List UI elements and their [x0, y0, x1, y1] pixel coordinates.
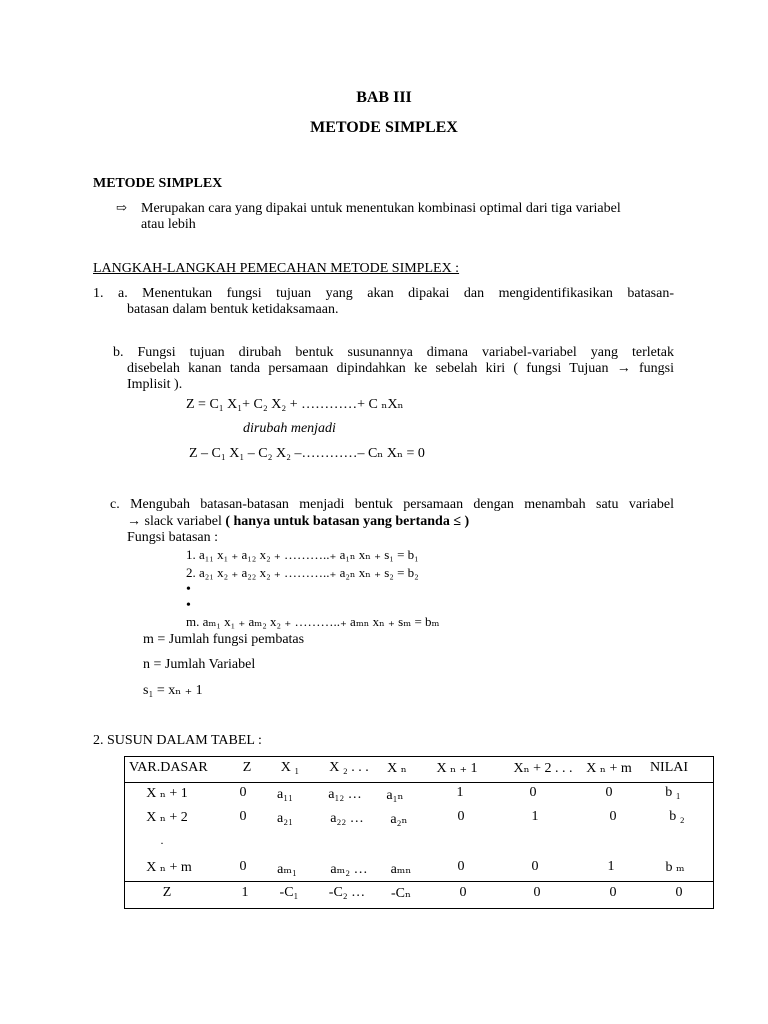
rowm-xn2: 0: [531, 859, 539, 874]
header-nilai: NILAI: [649, 760, 689, 775]
zrow-nilai: 0: [675, 885, 683, 900]
simplex-table: [124, 756, 714, 909]
page-title: METODE SIMPLEX: [310, 119, 458, 136]
row2-xn1: 0: [457, 809, 465, 824]
step-a-line2: batasan dalam bentuk ketidaksamaan.: [127, 302, 339, 317]
constraint-2: 2. a₂₁ x₂ ₊ a₂₂ x₂ ₊ ………..₊ a₂ₙ xₙ ₊ s₂ = b₂: [186, 565, 419, 580]
zrow-xn2: 0: [533, 885, 541, 900]
header-xn1: X ₙ ₊ 1: [436, 761, 478, 776]
row1-a1n: a₁ₙ: [386, 788, 404, 803]
objective-equation: Z = C₁ X₁+ C₂ X₂ + …………+ C ₙXₙ: [186, 397, 404, 412]
definition-m: m = Jumlah fungsi pembatas: [143, 632, 305, 647]
header-xnm: X ₙ + m: [586, 761, 632, 776]
step-b-line2: disebelah kanan tanda persamaan dipindahkan ke sebelah kiri ( fungsi Tujuan → fungsi: [127, 361, 674, 376]
bullet-text-line1: Merupakan cara yang dipakai untuk menentukan kombinasi optimal dari tiga variabel: [141, 201, 621, 216]
zrow-xnm: 0: [609, 885, 617, 900]
row1-xnm: 0: [605, 785, 613, 800]
definition-s: s₁ = xₙ ₊ 1: [143, 683, 203, 698]
header-xn2: Xₙ + 2 . . .: [513, 761, 573, 776]
bullet-text-line2: atau lebih: [141, 217, 196, 232]
transform-label: dirubah menjadi: [243, 421, 336, 436]
rowm-z: 0: [239, 859, 247, 874]
chapter-label: BAB III: [356, 89, 412, 106]
rowm-xnm: 1: [607, 859, 615, 874]
row2-a22: a₂₂ …: [330, 811, 364, 826]
bullet-dot-1: •: [186, 582, 191, 597]
row-ellipsis-dot: .: [160, 833, 164, 847]
slack-condition-text: ( hanya untuk batasan yang bertanda ≤ ): [225, 514, 470, 529]
zrow-c1: -C₁: [279, 885, 299, 900]
row2-a21: a₂₁: [277, 811, 293, 826]
rowm-xn1: 0: [457, 859, 465, 874]
zrow-xn1: 0: [459, 885, 467, 900]
step-c-line1: c. Mengubah batasan-batasan menjadi bentuk persamaan dengan menambah satu variabel: [110, 497, 674, 512]
rowm-nilai: b ₘ: [665, 860, 685, 875]
header-x2: X ₂ . . .: [329, 760, 369, 775]
row2-var: X ₙ + 2: [146, 810, 188, 825]
row1-xn2: 0: [529, 785, 537, 800]
zrow-cn: -Cₙ: [390, 886, 412, 901]
fungsi-batasan-label: Fungsi batasan :: [127, 530, 218, 545]
section-heading-metode: METODE SIMPLEX: [93, 176, 223, 191]
row1-z: 0: [239, 785, 247, 800]
implicit-equation: Z – C₁ X₁ – C₂ X₂ –…………– Cₙ Xₙ = 0: [189, 446, 425, 461]
rowm-am1: aₘ₁: [277, 862, 297, 877]
row2-xnm: 0: [609, 809, 617, 824]
row1-xn1: 1: [456, 785, 464, 800]
bullet-dot-2: •: [186, 598, 191, 613]
header-x1: X ₁: [280, 760, 300, 775]
constraint-m: m. aₘ₁ x₁ ₊ aₘ₂ x₂ ₊ ………..₊ aₘₙ xₙ ₊ sₘ = bₘ: [186, 614, 440, 629]
row2-z: 0: [239, 809, 247, 824]
row2-nilai: b ₂: [669, 809, 685, 824]
step-b-line1: b. Fungsi tujuan dirubah bentuk susunannya dimana variabel-variabel yang terletak: [113, 345, 674, 360]
section-heading-langkah: LANGKAH-LANGKAH PEMECAHAN METODE SIMPLEX :: [93, 261, 460, 276]
slack-variable-text: → slack variabel: [127, 514, 226, 529]
row2-xn2: 1: [531, 809, 539, 824]
row1-a11: a₁₁: [277, 787, 293, 802]
arrow-bullet-icon: ⇨: [116, 200, 127, 215]
row1-a12: a₁₂ …: [328, 787, 362, 802]
step-a-line1: 1. a. Menentukan fungsi tujuan yang akan dipakai dan mengidentifikasikan batasan-: [93, 286, 674, 301]
zrow-c2: -C₂ …: [328, 885, 366, 900]
definition-n: n = Jumlah Variabel: [143, 657, 256, 672]
row1-var: X ₙ + 1: [146, 786, 188, 801]
step-c-line2: [127, 514, 469, 530]
section-heading-tabel: 2. SUSUN DALAM TABEL :: [93, 733, 262, 748]
step-b-line3: Implisit ).: [127, 377, 183, 392]
header-var-dasar: VAR.DASAR: [129, 760, 208, 775]
constraint-1: 1. a₁₁ x₁ ₊ a₁₂ x₂ ₊ ………..₊ a₁ₙ xₙ ₊ s₁ = b₁: [186, 547, 419, 562]
rowm-amn: aₘₙ: [390, 862, 412, 877]
header-xn: X ₙ: [387, 761, 407, 776]
header-rule: [125, 782, 713, 783]
row2-a2n: a₂ₙ: [390, 812, 408, 827]
zrow-z: 1: [241, 885, 249, 900]
z-row-rule: [125, 881, 713, 882]
header-z: Z: [242, 760, 252, 775]
rowm-am2: aₘ₂ …: [330, 862, 368, 877]
rowm-var: X ₙ + m: [146, 860, 192, 875]
zrow-var: Z: [162, 885, 172, 900]
row1-nilai: b ₁: [665, 785, 681, 800]
